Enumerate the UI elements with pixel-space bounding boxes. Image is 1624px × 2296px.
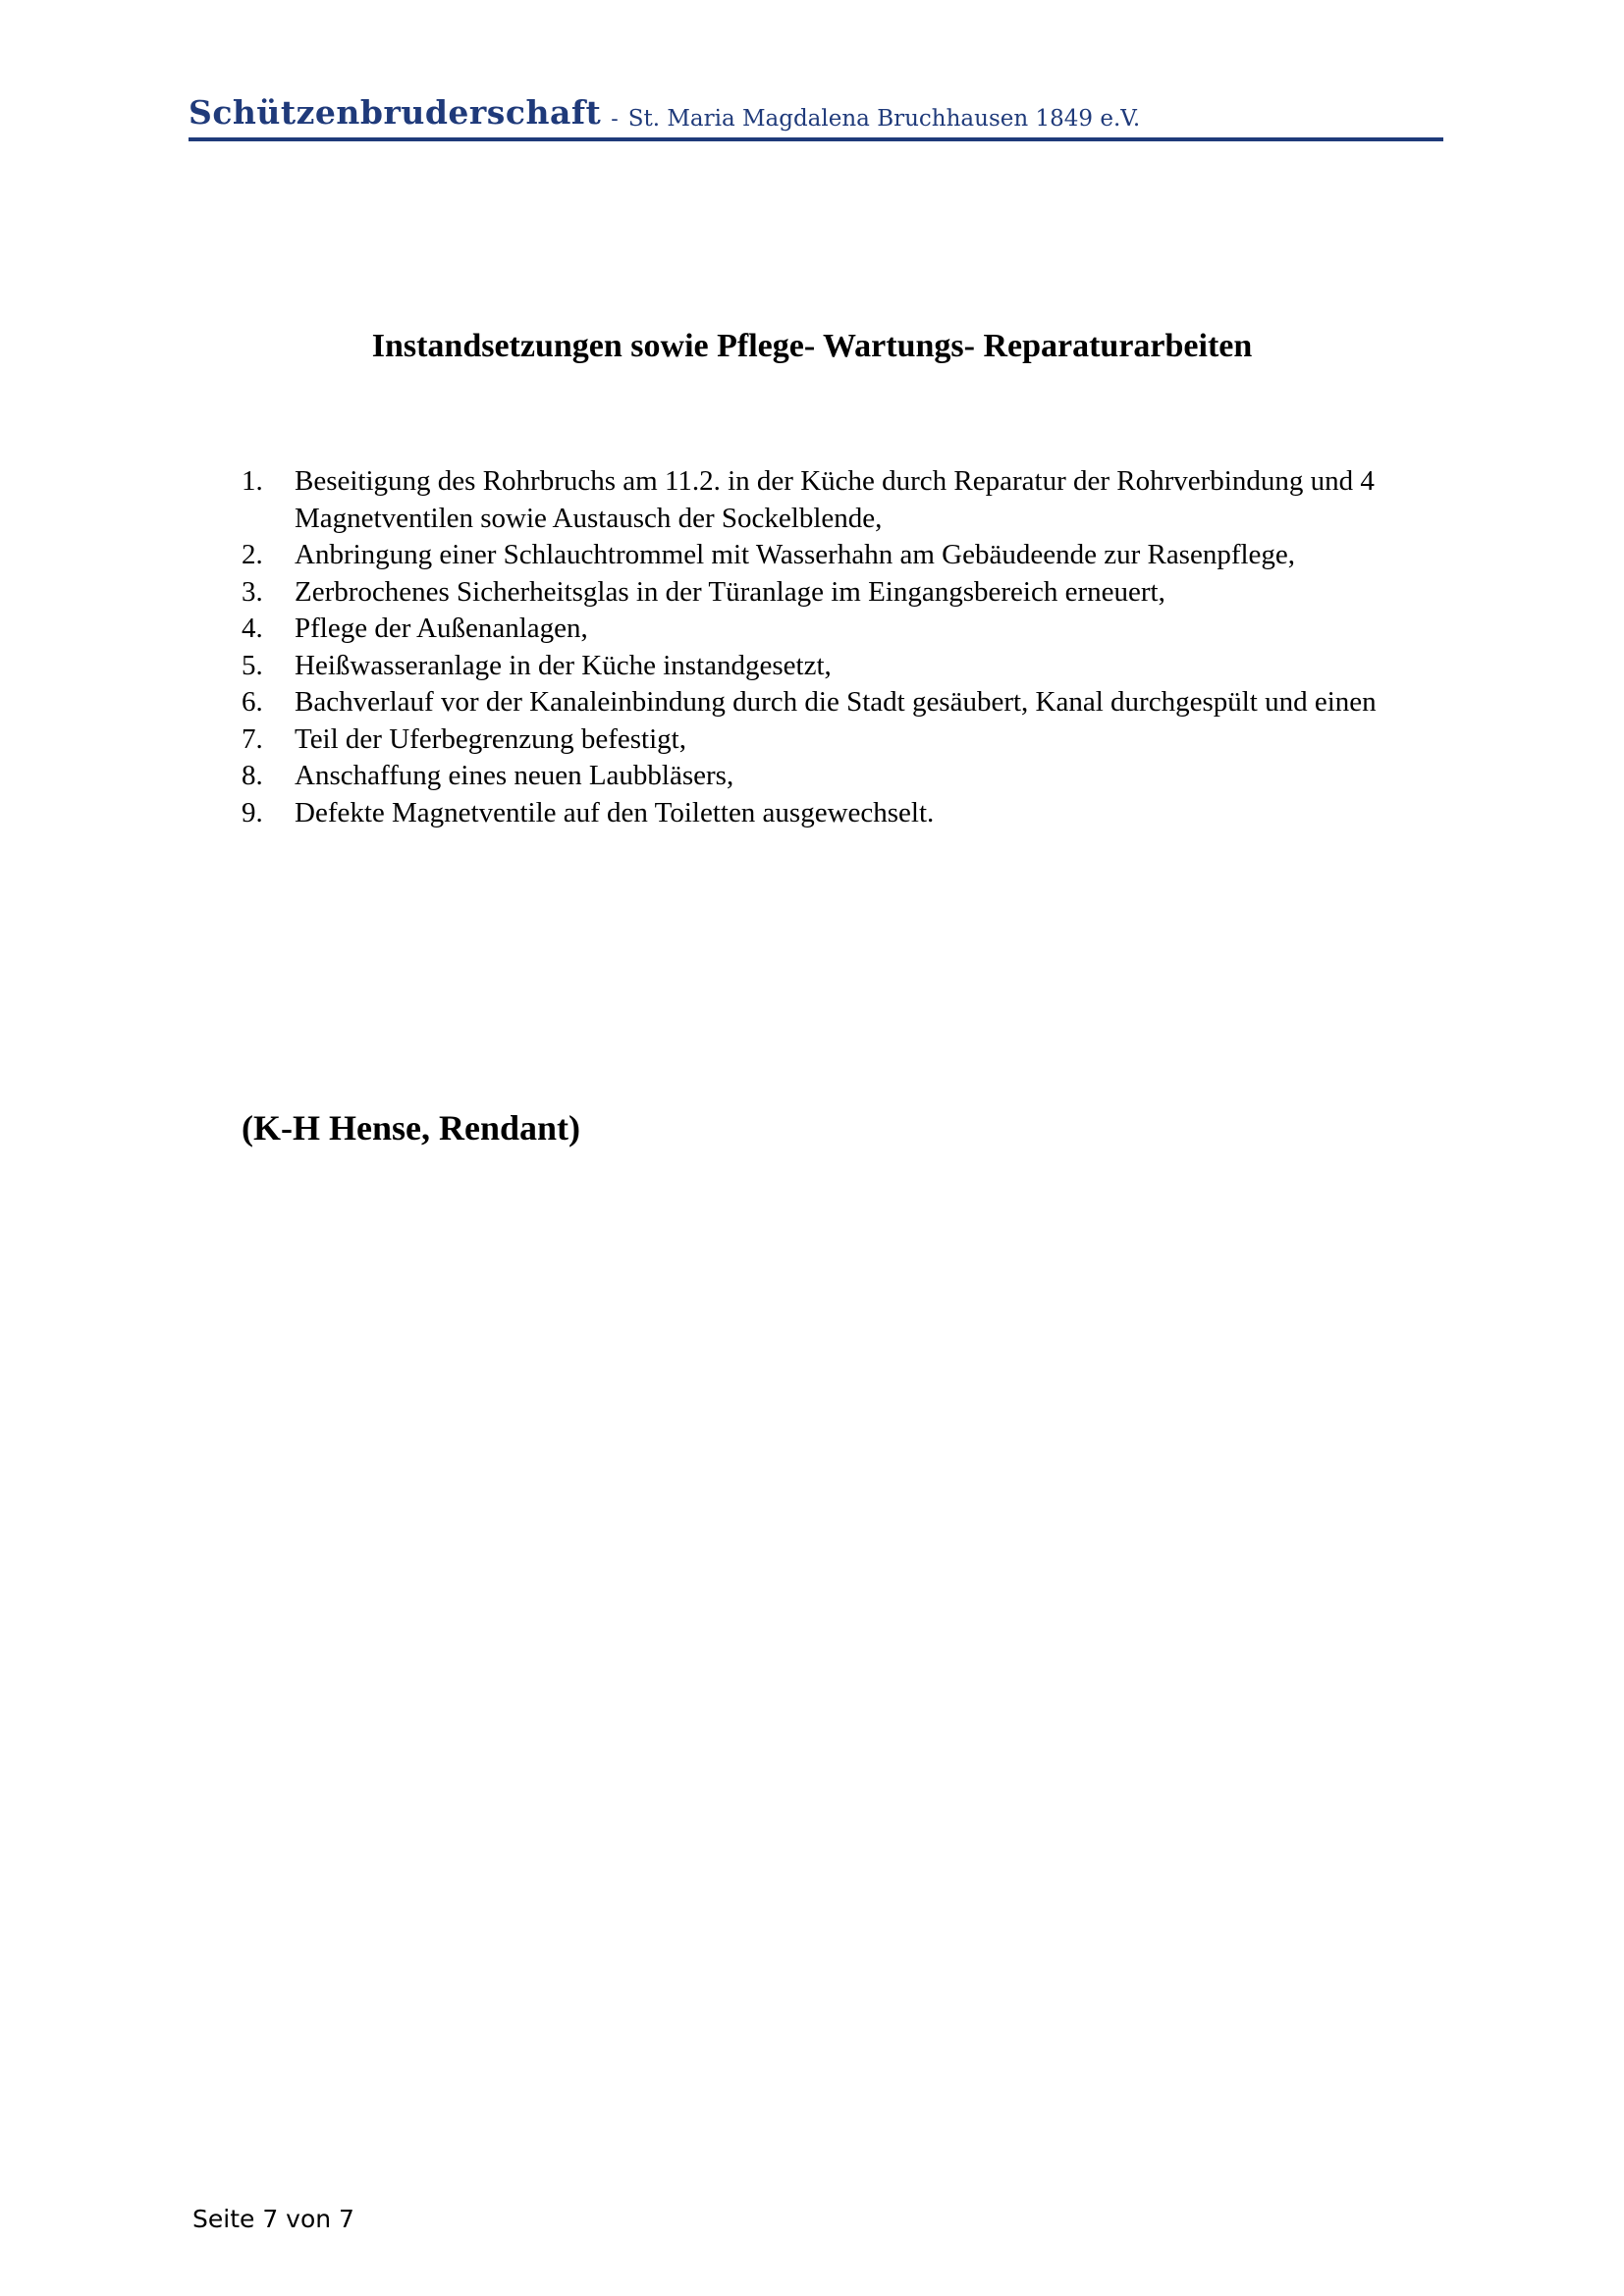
item-number: 5.: [242, 649, 263, 681]
list-item: [242, 795, 1439, 832]
document-title: Instandsetzungen sowie Pflege- Wartungs- Reparaturarbeiten: [371, 328, 1253, 364]
item-text: Teil der Uferbegrenzung befestigt,: [295, 722, 686, 755]
item-number: 1.: [242, 465, 263, 497]
letterhead: [189, 94, 1443, 141]
list-item: [242, 463, 1439, 537]
letterhead-separator: -: [611, 107, 619, 132]
page-number: Seite 7 von 7: [192, 2205, 354, 2233]
list-item: [242, 611, 1439, 648]
list-item: [242, 648, 1439, 685]
item-text: Pflege der Außenanlagen,: [295, 613, 588, 644]
task-list: [242, 463, 1439, 831]
list-item: [242, 537, 1439, 574]
organization-name: Schützenbruderschaft: [189, 93, 602, 132]
item-number: 3.: [242, 575, 263, 608]
item-number: 7.: [242, 722, 263, 755]
item-text: Bachverlauf vor der Kanaleinbindung durch die Stadt gesäubert, Kanal durchgespült und einen: [295, 686, 1377, 718]
item-text: Anschaffung eines neuen Laubbläsers,: [295, 760, 734, 791]
organization-subtitle: St. Maria Magdalena Bruchhausen 1849 e.V.: [627, 106, 1141, 132]
list-item: [242, 758, 1439, 795]
list-item: [242, 574, 1439, 612]
item-number: 6.: [242, 686, 263, 718]
item-number: 2.: [242, 539, 263, 570]
list-item: [242, 684, 1439, 721]
signature: (K-H Hense, Rendant): [242, 1108, 580, 1148]
item-text: Zerbrochenes Sicherheitsglas in der Türanlage im Eingangsbereich erneuert,: [295, 575, 1165, 608]
item-text: Heißwasseranlage in der Küche instandgesetzt,: [295, 649, 832, 681]
item-number: 8.: [242, 760, 263, 791]
item-number: 4.: [242, 613, 263, 644]
item-text: Anbringung einer Schlauchtrommel mit Wasserhahn am Gebäudeende zur Rasenpflege,: [295, 539, 1296, 570]
item-text: Beseitigung des Rohrbruchs am 11.2. in der Küche durch Reparatur der Rohrverbindung und 4 Magnetventilen sowie Austausch der Sockelblende,: [295, 465, 1375, 534]
item-text: Defekte Magnetventile auf den Toiletten ausgewechselt.: [295, 796, 935, 828]
list-item: [242, 721, 1439, 759]
item-number: 9.: [242, 796, 263, 828]
